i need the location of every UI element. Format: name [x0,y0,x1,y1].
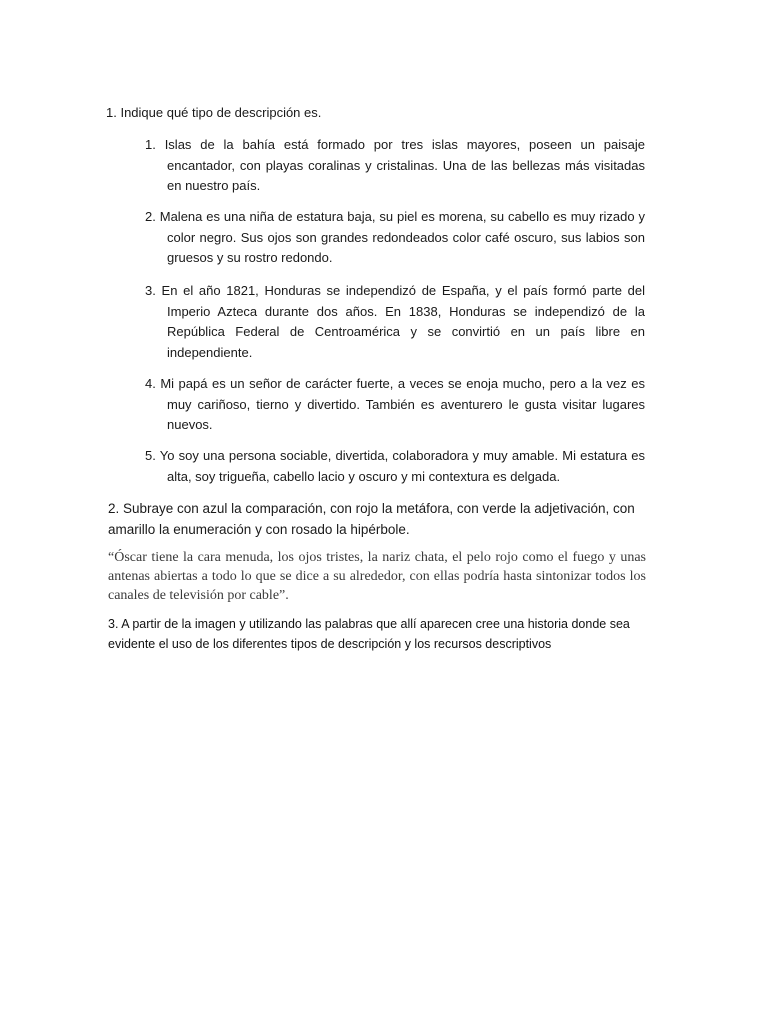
list-item-text: Islas de la bahía está formado por tres islas mayores, poseen un paisaje encantador, con playas coralinas y cristalinas. Una de las bellezas más visitadas en nuestro país. [164,137,645,193]
list-item-3 [145,281,645,363]
list-item-2 [145,207,645,269]
question-1-title: 1. Indique qué tipo de descripción es. [106,105,322,120]
list-item-number: 5. [145,448,156,463]
question-3-title: 3. A partir de la imagen y utilizando las palabras que allí aparecen cree una historia donde sea evidente el uso de los diferentes tipos de descripción y los recursos descriptivos [108,617,630,651]
question-2-title: 2. Subraye con azul la comparación, con rojo la metáfora, con verde la adjetivación, con amarillo la enumeración y con rosado la hipérbole. [108,501,635,537]
quote-paragraph: “Óscar tiene la cara menuda, los ojos tristes, la nariz chata, el pelo rojo como el fuego y unas antenas abiertas a todo lo que se dice a su alrededor, con ellas podría hasta sintonizar todos los canales de televisión por cable”. [108,550,646,603]
list-item-number: 3. [145,283,156,298]
list-item-text: Yo soy una persona sociable, divertida, colaboradora y muy amable. Mi estatura es alta, soy trigueña, cabello lacio y oscuro y mi contextura es delgada. [159,448,645,484]
list-item-5 [145,446,645,487]
list-item-number: 4. [145,376,156,391]
list-item-text: Malena es una niña de estatura baja, su piel es morena, su cabello es muy rizado y color negro. Sus ojos son grandes redondeados color café oscuro, sus labios son gruesos y su rostro redondo. [159,209,645,265]
list-item-text: En el año 1821, Honduras se independizó de España, y el país formó parte del Imperio Azteca durante dos años. En 1838, Honduras se independizó de la República Federal de Centroamérica y se convirtió en un país libre en independiente. [161,283,645,360]
list-item-text: Mi papá es un señor de carácter fuerte, a veces se enoja mucho, pero a la vez es muy cariñoso, tierno y divertido. También es aventurero le gusta visitar lugares nuevos. [160,376,645,432]
list-item-1 [145,135,645,197]
list-item-4 [145,374,645,436]
list-item-number: 1. [145,137,156,152]
list-item-number: 2. [145,209,156,224]
